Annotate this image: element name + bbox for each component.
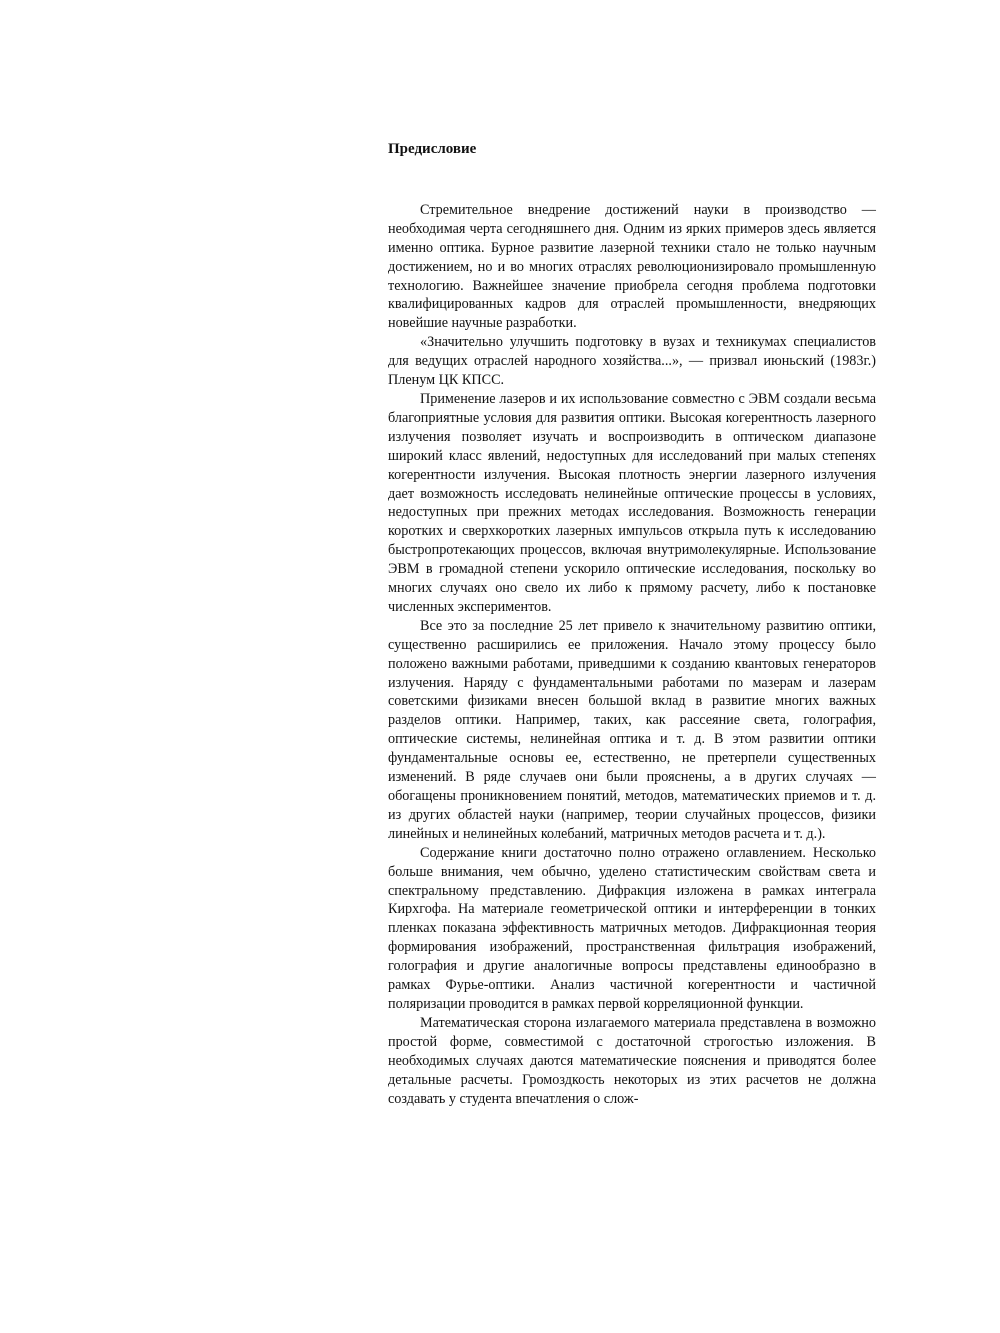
paragraph-2: «Значительно улучшить подготовку в вузах и техникумах специалистов для ведущих отраслей народного хозяйства...», — призвал июньский (1983г.) Пленум ЦК КПСС. [388,334,876,389]
page-body [388,140,876,1108]
page-title: Предисловие [388,141,477,157]
paragraph-5: Содержание книги достаточно полно отражено оглавлением. Несколько больше внимания, чем обычно, уделено статистическим свойствам света и спектральному представлению. Дифракция изложена в рамках интеграла Кирхгофа. На материале геометрической оптики и интерференции в тонких пленках показана эффективность матричных методов. Дифракционная теория формирования изображений, пространственная фильтрация изображений, голография и другие аналогичные вопросы представлены единообразно в рамках Фурье-оптики. Анализ частичной когерентности и частичной поляризации проводится в рамках первой корреляционной функции. [388,844,876,1012]
paragraph-3: Применение лазеров и их использование совместно с ЭВМ создали весьма благоприятные условия для развития оптики. Высокая когерентность лазерного излучения позволяет изучать и воспроизводить в оптическом диапазоне широкий класс явлений, недоступных для исследований при малых степенях когерентности излучения. Высокая плотность энергии лазерного излучения дает возможность исследовать нелинейные оптические процессы в условиях, недоступных при прежних методах исследования. Возможность генерации коротких и сверхкоротких лазерных импульсов открыла путь к исследованию быстропротекающих процессов, включая внутримолекулярные. Использование ЭВМ в громадной степени ускорило оптические исследования, поскольку во многих случаях оно свело их либо к прямому расчету, либо к постановке численных экспериментов. [388,390,876,615]
paragraph-4: Все это за последние 25 лет привело к значительному развитию оптики, существенно расширились ее приложения. Начало этому процессу было положено важными работами, приведшими к созданию квантовых генераторов излучения. Наряду с фундаментальными работами по мазерам и лазерам советскими физиками внесен большой вклад в развитие многих важных разделов оптики. Например, таких, как рассеяние света, голография, оптические системы, нелинейная оптика и т. д. В этом развитии оптики фундаментальные основы ее, естественно, не претерпели существенных изменений. В ряде случаев они были прояснены, а в других случаях — обогащены проникновением понятий, методов, математических приемов и т. д. из других областей науки (например, теории случайных процессов, физики линейных и нелинейных колебаний, матричных методов расчета и т. д.). [388,617,876,842]
paragraph-6: Математическая сторона излагаемого материала представлена в возможно простой форме, совместимой с достаточной строгостью изложения. В необходимых случаях даются математические пояснения и приводятся более детальные расчеты. Громоздкость некоторых из этих расчетов не должна создавать у студента впечатления о слож- [388,1014,876,1107]
paragraph-1: Стремительное внедрение достижений науки в производство — необходимая черта сегодняшнего дня. Одним из ярких примеров здесь является именно оптика. Бурное развитие лазерной техники стало не только научным достижением, но и во многих отраслях революционизировало промышленную технологию. Важнейшее значение приобрела сегодня проблема подготовки квалифицированных кадров для отраслей промышленности, внедряющих новейшие научные разработки. [388,201,876,332]
